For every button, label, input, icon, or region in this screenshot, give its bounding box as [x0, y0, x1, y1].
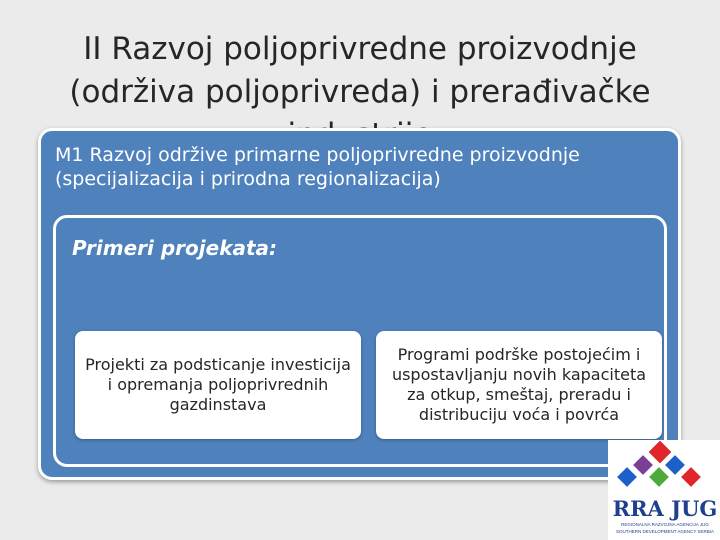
- examples-heading: Primeri projekata:: [72, 236, 278, 260]
- logo-name: RRA JUG: [612, 496, 718, 521]
- logo-diamonds-icon: [608, 440, 720, 500]
- rra-jug-logo: [608, 440, 720, 540]
- project-card-support-programs: [376, 331, 662, 439]
- project-card-investment: [75, 331, 361, 439]
- logo-subtitle: REGIONALNA RAZVOJNA AGENCIJA JUG: [621, 522, 709, 527]
- logo-subtitle-english: SOUTHERN DEVELOPMENT AGENCY SERBIA: [615, 529, 715, 534]
- measure-heading: M1 Razvoj održive primarne poljoprivredne proizvodnje (specijalizacija i prirodna regionalizacija): [55, 144, 580, 190]
- project-card-text: Projekti za podsticanje investicija i opremanja poljoprivrednih gazdinstava: [85, 355, 351, 414]
- project-card-text: Programi podrške postojećim i uspostavljanju novih kapaciteta za otkup, smeštaj, preradu i distribuciju voća i povrća: [391, 345, 647, 424]
- examples-box: [53, 215, 667, 467]
- slide-title: II Razvoj poljoprivredne proizvodnje (održiva poljoprivreda) i prerađivačke: [69, 31, 651, 110]
- measure-box: [38, 128, 681, 480]
